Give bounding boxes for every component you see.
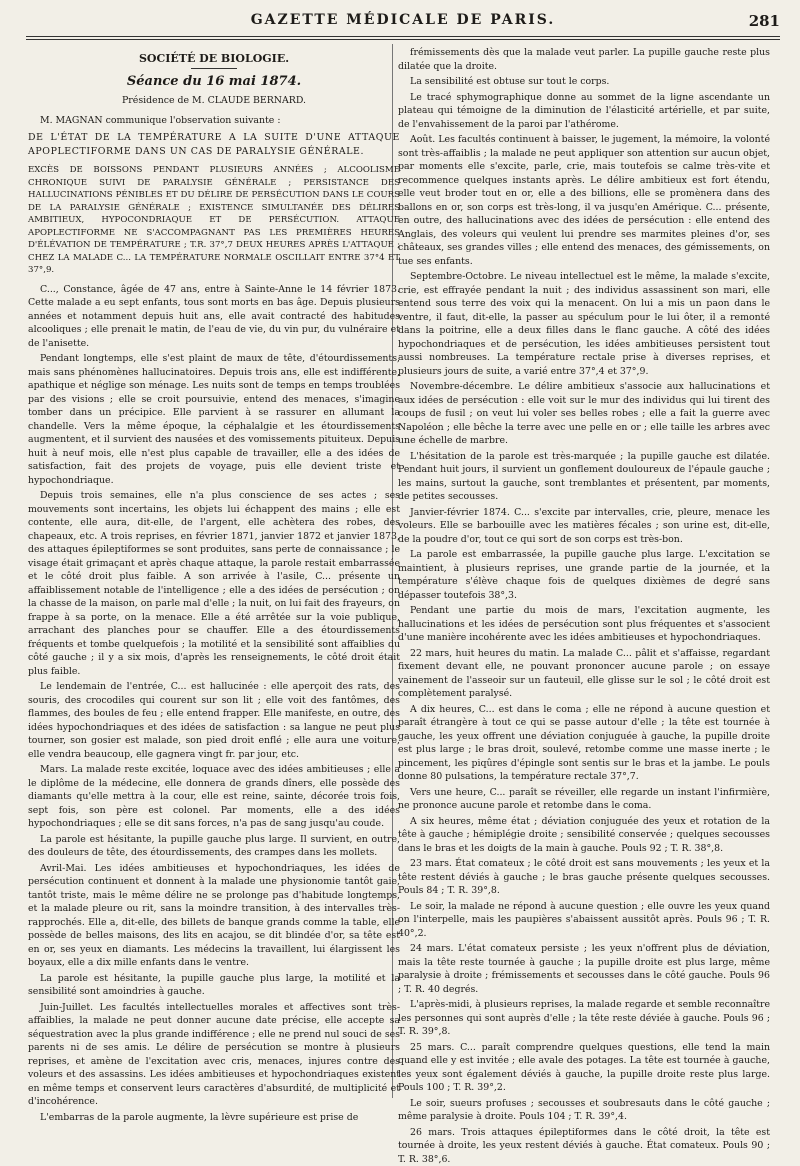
paragraph: 25 mars. C... paraît comprendre quelques questions, elle tend la main quand elle y est invitée ; elle avale des potages. La tête est tournée à gauche, les yeux sont également déviés à gauche, la pupille droite reste plus large. Pouls 100 ; T. R. 39°,2. — [398, 1041, 770, 1095]
paragraph: frémissements dès que la malade veut parler. La pupille gauche reste plus dilatée que la droite. — [398, 46, 770, 73]
paragraph: La sensibilité est obtuse sur tout le corps. — [398, 75, 770, 89]
paragraph: 24 mars. L'état comateux persiste ; les yeux n'offrent plus de déviation, mais la tête reste tournée à gauche ; la pupille droite est plus large, même paralysie à droite ; frémissements et secousses dans le côté gauche. Pouls 96 ; T. R. 40 degrés. — [398, 942, 770, 996]
paragraph: Juin-Juillet. Les facultés intellectuelles morales et affectives sont très-affaiblies, la malade ne peut donner aucune date précise, elle accepte sa séquestration avec la plus grande indifférence ; elle ne prend nul souci de ses parents ni de ses amis. Le délire de persécution se montre à plusieurs reprises, et amène de l'excitation avec cris, menaces, injures contre des voleurs et des assassins. Les idées ambitieuses et hypochondriaques existent en même temps et conservent leurs caractères d'absurdité, de multiplicité et d'incohérence. — [28, 1001, 400, 1109]
paragraph: Le soir, la malade ne répond à aucune question ; elle ouvre les yeux quand on l'interpelle, mais les paupières s'abaissent aussitôt après. Pouls 96 ; T. R. 40°,2. — [398, 900, 770, 941]
page-header — [26, 12, 780, 38]
paragraph: Pendant une partie du mois de mars, l'excitation augmente, les hallucinations et les idées de persécution sont plus fréquentes et s'associent d'une manière incohérente avec les idées ambitieuses et hypochondriaques. — [398, 604, 770, 645]
paragraph: Novembre-décembre. Le délire ambitieux s'associe aux hallucinations et aux idées de persécution : elle voit sur le mur des individus qui lui tirent des coups de fusil ; on veut lui voler ses belles robes ; elle a fait la guerre avec Napoléon ; elle bêche la terre avec une pelle en or ; elle taille les arbres avec une échelle de marbre. — [398, 380, 770, 448]
paragraph: A dix heures, C... est dans le coma ; elle ne répond à aucune question et paraît étrangère à tout ce qui se passe autour d'elle ; la tête est tournée à gauche, les yeux offrent une déviation conjuguée à gauche, la pupille droite est plus large ; le bras droit, soulevé, retombe comme une masse inerte ; le pincement, les piqûres d'épingle sont sentis sur le bras et la jambe. Le pouls donne 80 pulsations, la température rectale 37°,7. — [398, 703, 770, 784]
page-number: 281 — [749, 12, 780, 30]
article-title: DE L'ÉTAT DE LA TEMPÉRATURE A LA SUITE D'UNE ATTAQUE APOPLECTIFORME DANS UN CAS DE PARALYSIE GÉNÉRALE. — [28, 131, 400, 158]
paragraph: Avril-Mai. Les idées ambitieuses et hypochondriaques, les idées de persécution continuent et donnent à la malade une physionomie tantôt gaie, tantôt triste, mais le même délire ne se prolonge pas d'habitude longtemps, et la malade pleure ou rit, sans la moindre transition, à des intervalles très-rapprochés. Elle a, dit-elle, des billets de banque grands comme la table, elle possède de belles maisons, des lits en acajou, se dit blindée d'or, sa tête est en or, ses yeux en diamants. Les médecins la travaillent, lui élargissent les boyaux, elle a dix mille enfants dans le ventre. — [28, 862, 400, 970]
paragraph: Le lendemain de l'entrée, C... est hallucinée : elle aperçoit des rats, des souris, des crocodiles qui courent sur son lit ; elle voit des fantômes, des flammes, des boules de feu ; elle entend frapper. Elle manifeste, en outre, des idées hypochondriaques et des idées de satisfaction : sa langue ne peut plus tourner, son gosier est malade, son pied droit enflé ; elle aura une voiture, elle vendra beaucoup, elle gagnera vingt fr. par jour, etc. — [28, 680, 400, 761]
intro-line: M. MAGNAN communique l'observation suivante : — [28, 114, 400, 128]
paragraph: Janvier-février 1874. C... s'excite par intervalles, crie, pleure, menace les voleurs. Elle se barbouille avec les matières fécales ; son urine est, dit-elle, de la poudre d'or, tout ce qui sort de son corps est très-bon. — [398, 506, 770, 547]
header-rule — [26, 36, 780, 40]
paragraph: Septembre-Octobre. Le niveau intellectuel est le même, la malade s'excite, crie, est effrayée pendant la nuit ; des individus assassinent son mari, elle entend sous terre des voix qui la menacent. On lui a mis un paon dans le ventre, il faut, dit-elle, la passer au spéculum pour le lui ôter, il a remonté dans la poitrine, elle a deux filles dans le flanc gauche. A côté des idées hypochondriaques et de persécution, les idées ambitieuses persistent tout aussi nombreuses. La température rectale prise à diverses reprises, et plusieurs jours de suite, a varié entre 37°,4 et 37°,9. — [398, 270, 770, 378]
paragraph: La parole est hésitante, la pupille gauche plus large. Il survient, en outre, des douleurs de tête, des étourdissements, des crampes dans les mollets. — [28, 833, 400, 860]
paragraph: L'après-midi, à plusieurs reprises, la malade regarde et semble reconnaître les personnes qui sont auprès d'elle ; la tête reste déviée à gauche. Pouls 96 ; T. R. 39°,8. — [398, 998, 770, 1039]
paragraph: La parole est embarrassée, la pupille gauche plus large. L'excitation se maintient, à plusieurs reprises, une grande partie de la journée, et la température s'élève chaque fois de quelques dixièmes de degré sans dépasser toutefois 38°,3. — [398, 548, 770, 602]
presidence-line: Présidence de M. CLAUDE BERNARD. — [28, 94, 400, 108]
left-column — [28, 46, 400, 1096]
paragraph: Le tracé sphymographique donne au sommet de la ligne ascendante un plateau qui témoigne de la diminution de l'élasticité artérielle, et par suite, de l'envahissement de la paroi par l'athérome. — [398, 91, 770, 132]
paragraph: 26 mars. Trois attaques épileptiformes dans le côté droit, la tête est tournée à droite, les yeux restent déviés à gauche. État comateux. Pouls 90 ; T. R. 38°,6. — [398, 1126, 770, 1166]
paragraph: L'hésitation de la parole est très-marquée ; la pupille gauche est dilatée. Pendant huit jours, il survient un gonflement douloureux de l'épaule gauche ; les mains, surtout la gauche, sont tremblantes et présentent, par moments, de petites secousses. — [398, 450, 770, 504]
paragraph: Le soir, sueurs profuses ; secousses et soubresauts dans le côté gauche ; même paralysie à droite. Pouls 104 ; T. R. 39°,4. — [398, 1097, 770, 1124]
journal-title: GAZETTE MÉDICALE DE PARIS. — [26, 12, 780, 28]
paragraph: Depuis trois semaines, elle n'a plus conscience de ses actes ; ses mouvements sont incertains, les objets lui échappent des mains ; elle est contente, elle aura, dit-elle, de l'argent, elle achètera des robes, des chapeaux, etc. A trois reprises, en février 1871, janvier 1872 et janvier 1873, des attaques épileptiformes se sont produites, sans perte de connaissance ; le visage était grimaçant et après chaque attaque, la parole restait embarrassée et le côté droit plus faible. A son arrivée à l'asile, C... présente un affaiblissement notable de l'intelligence ; elle a des idées de persécution ; on la chasse de la maison, on parle mal d'elle ; la nuit, on lui fait des frayeurs, on frappe à sa porte, on la menace. Elle a été arrêtée sur la voie publique, arrachant des planches pour se chauffer. Elle a des étourdissements fréquents et tombe quelquefois ; la motilité et la sensibilité sont affaiblies du côté gauche ; il y a six mois, d'après les renseignements, le côté droit était plus faible. — [28, 489, 400, 678]
paragraph: Août. Les facultés continuent à baisser, le jugement, la mémoire, la volonté sont très-affaiblis ; la malade ne peut appliquer son attention sur aucun objet, par moments elle s'excite, parle, crie, mais toutefois se calme très-vite et recommence quelques instants après. Le délire ambitieux est fort étendu, elle veut broder tout en or, elle a des billions, elle se promènera dans des ballons en or, son corps est très-long, il va jusqu'en Amérique. C... présente, en outre, des hallucinations avec des idées de persécution : elle entend des Anglais, des voleurs qui veulent lui prendre ses marmites pleines d'or, ses châteaux, ses grandes villes ; elle entend des menaces, des gémissements, on tue ses enfants. — [398, 133, 770, 268]
paragraph: 22 mars, huit heures du matin. La malade C... pâlit et s'affaisse, regardant fixement devant elle, ne pouvant prononcer aucune parole ; on essaye vainement de l'asseoir sur un fauteuil, elle glisse sur le sol ; le côté droit est complètement paralysé. — [398, 647, 770, 701]
paragraph: Vers une heure, C... paraît se réveiller, elle regarde un instant l'infirmière, ne prononce aucune parole et retombe dans le coma. — [398, 786, 770, 813]
paragraph: C..., Constance, âgée de 47 ans, entre à Sainte-Anne le 14 février 1873. Cette malade a eu sept enfants, tous sont morts en bas âge. Depuis plusieurs années et notamment depuis huit ans, elle avait contracté des habitudes alcooliques ; elle prenait le matin, de l'eau de vie, du vin pur, du vulnéraire et de l'anisette. — [28, 283, 400, 351]
paragraph: L'embarras de la parole augmente, la lèvre supérieure est prise de — [28, 1111, 400, 1125]
right-column — [398, 46, 770, 1096]
article-summary: EXCÈS DE BOISSONS PENDANT PLUSIEURS ANNÉES ; ALCOOLISME CHRONIQUE SUIVI DE PARALYSIE GÉNÉRALE ; PERSISTANCE DES HALLUCINATIONS PÉNIBLES ET DU DÉLIRE DE PERSÉCUTION DANS LE COURS DE LA PARALYSIE GÉNÉRALE ; EXISTENCE SIMULTANÉE DES DÉLIRES AMBITIEUX, HYPOCONDRIAQUE ET DE PERSÉCUTION. ATTAQUE APOPLECTIFORME NE S'ACCOMPAGNANT PAS LES PREMIÈRES HEURES D'ÉLÉVATION DE TEMPÉRATURE ; T.R. 37°,7 DEUX HEURES APRÈS L'ATTAQUE ; CHEZ LA MALADE C... LA TEMPÉRATURE NORMALE OSCILLAIT ENTRE 37°4 ET 37°,9. — [28, 164, 400, 277]
paragraph: Pendant longtemps, elle s'est plaint de maux de tête, d'étourdissements, mais sans phénomènes hallucinatoires. Depuis trois ans, elle est indifférente, apathique et néglige son ménage. Les nuits sont de temps en temps troublées par des visions ; elle se croit poursuivie, entend des menaces, s'imagine tomber dans un précipice. Elle parvient à se rassurer en allumant la chandelle. Vers la même époque, la céphalalgie et les étourdissements augmentent, et il survient des nausées et des vomissements pituiteux. Depuis huit à neuf mois, elle n'est plus capable de travailler, elle a des idées de satisfaction, fait des projets de voyage, puis elle devient triste et hypochondriaque. — [28, 352, 400, 487]
session-heading: Séance du 16 mai 1874. — [28, 75, 400, 89]
heading-rule — [191, 68, 237, 69]
paragraph: 23 mars. État comateux ; le côté droit est sans mouvements ; les yeux et la tête restent déviés à gauche ; le bras gauche présente quelques secousses. Pouls 84 ; T. R. 39°,8. — [398, 857, 770, 898]
paragraph: La parole est hésitante, la pupille gauche plus large, la motilité et la sensibilité sont amoindries à gauche. — [28, 972, 400, 999]
paragraph: A six heures, même état ; déviation conjuguée des yeux et rotation de la tête à gauche ; hémiplégie droite ; sensibilité conservée ; quelques secousses dans le bras et les doigts de la main à gauche. Pouls 92 ; T. R. 38°,8. — [398, 815, 770, 856]
society-heading: SOCIÉTÉ DE BIOLOGIE. — [28, 52, 400, 66]
paragraph: Mars. La malade reste excitée, loquace avec des idées ambitieuses ; elle a le diplôme de la médecine, elle donnera de grands dîners, elle possède des diamants qu'elle mettra à la cour, elle est reine, sainte, décorée trois fois, sept fois, son père est colonel. Par moments, elle a des idées hypochondriaques ; elle se dit sans forces, n'a pas de sang jusqu'au coude. — [28, 763, 400, 831]
